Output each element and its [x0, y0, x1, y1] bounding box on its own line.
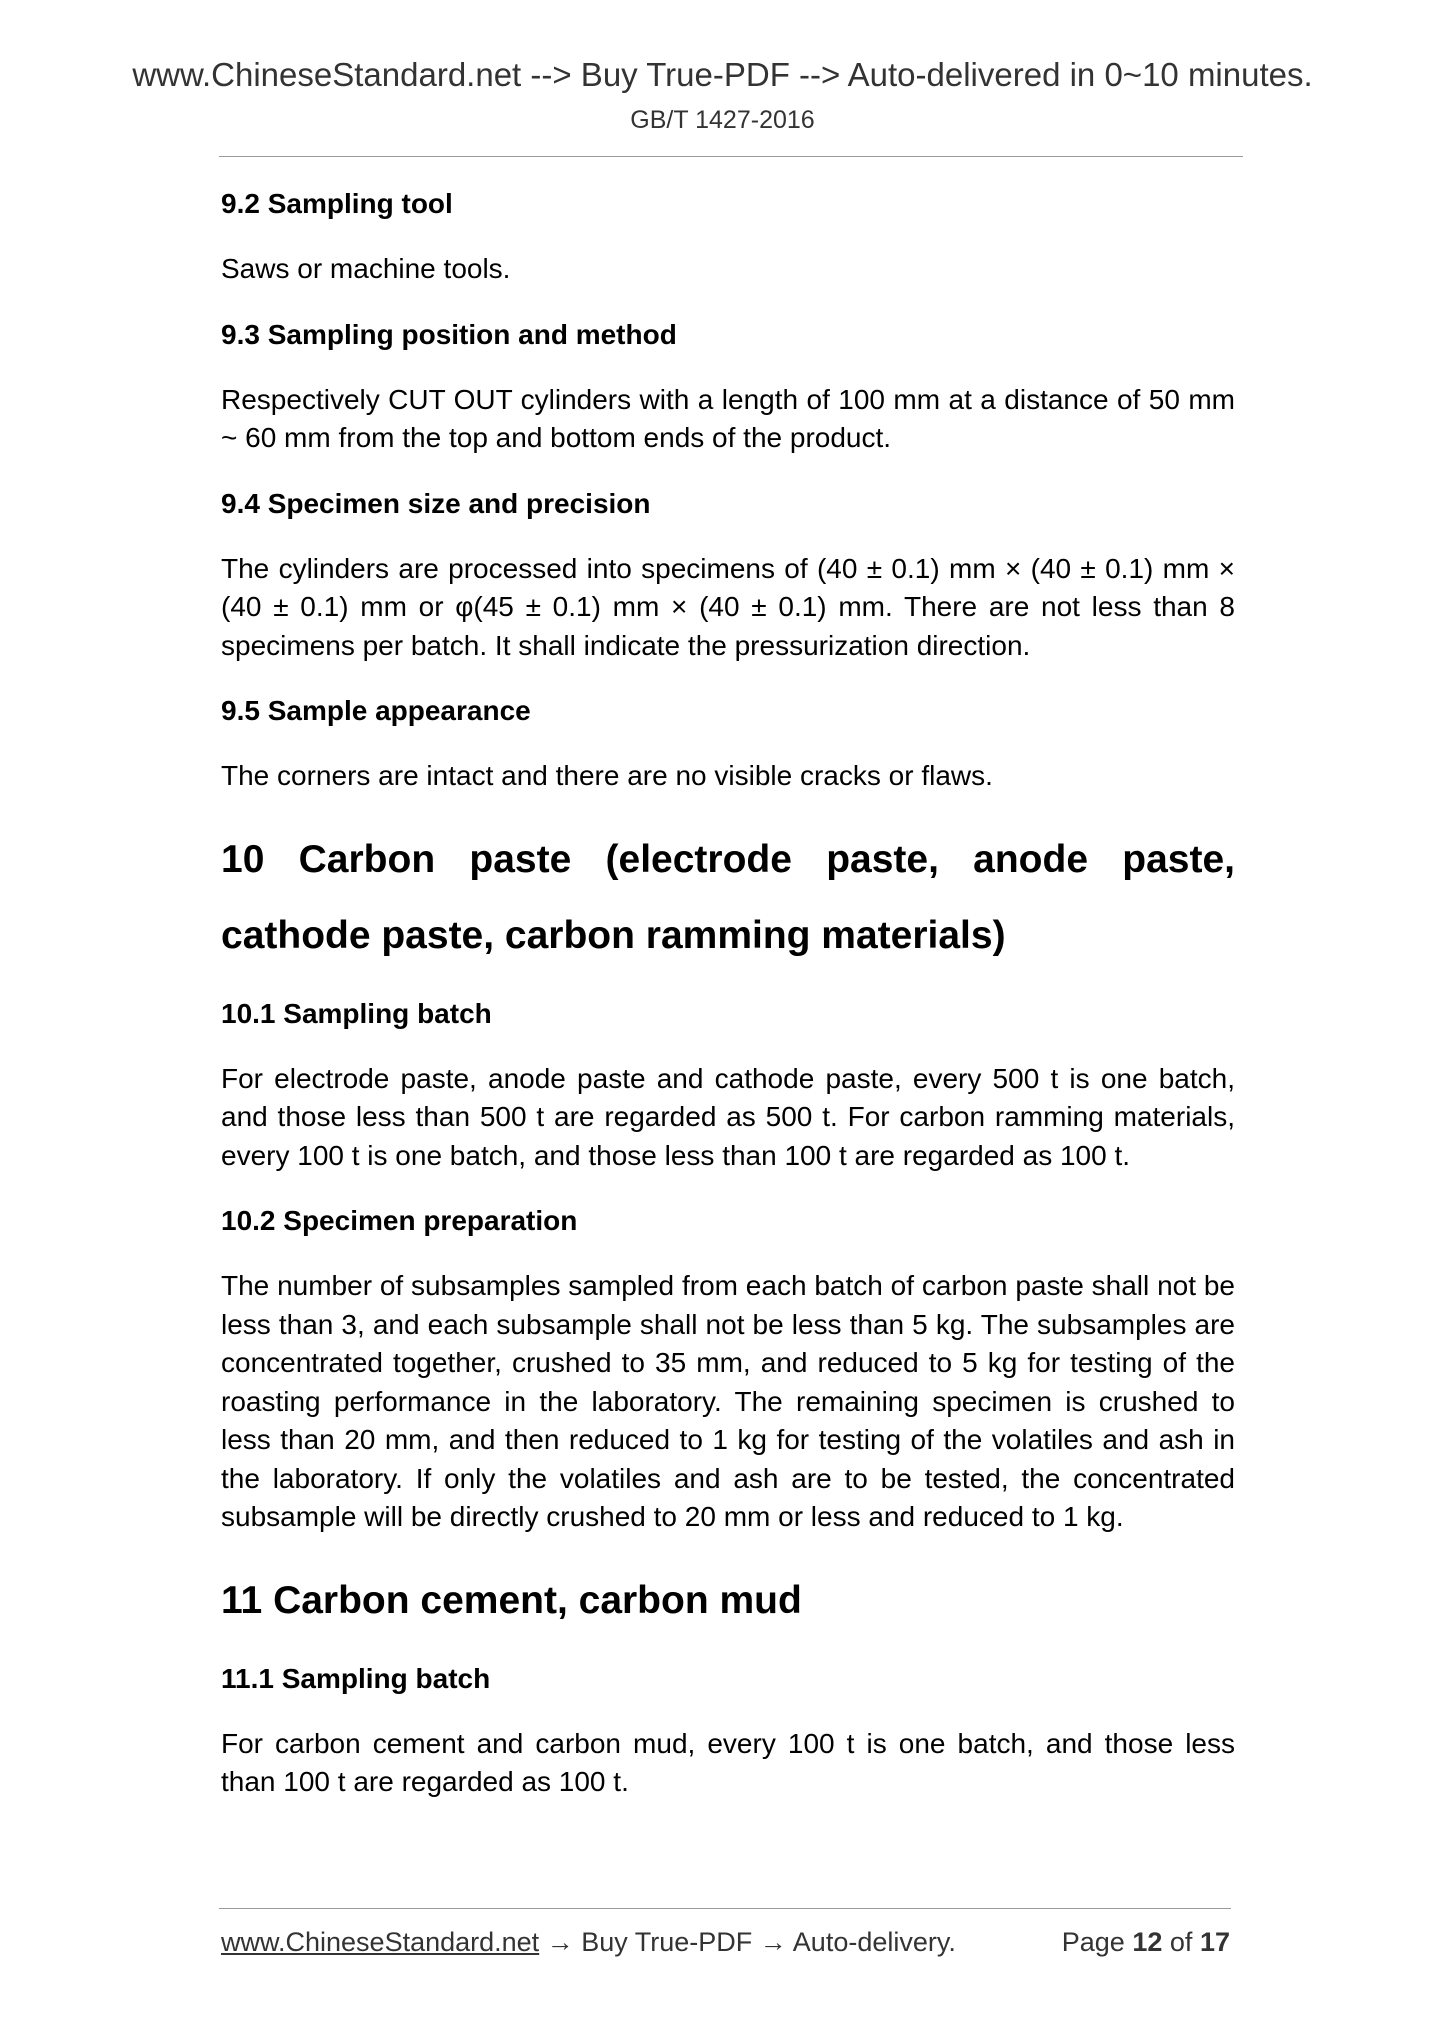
section-heading-9-5: 9.5 Sample appearance: [221, 695, 531, 726]
footer-site-link[interactable]: www.ChineseStandard.net: [221, 1927, 540, 1957]
page-indicator: [1062, 1922, 1230, 1962]
footer-delivery-text: Auto-delivery.: [792, 1927, 956, 1957]
header-banner: www.ChineseStandard.net --> Buy True-PDF --> Auto-delivered in 0~10 minutes.: [132, 56, 1313, 93]
section-heading-9-4: 9.4 Specimen size and precision: [221, 487, 651, 519]
arrow-right-icon: →: [759, 1927, 787, 1957]
footer-divider: [219, 1908, 1231, 1909]
section-body-9-5: The corners are intact and there are no visible cracks or flaws.: [221, 760, 993, 791]
chapter-10-title: 10 Carbon paste (electrode paste, anode paste, cathode paste, carbon ramming materials): [221, 837, 1235, 957]
section-heading-9-3: 9.3 Sampling position and method: [221, 318, 677, 350]
section-heading-11-1: 11.1 Sampling batch: [221, 1662, 491, 1694]
section-heading-10-2: 10.2 Specimen preparation: [221, 1205, 578, 1236]
section-body-9-4: The cylinders are processed into specimens of (40 ± 0.1) mm × (40 ± 0.1) mm × (40 ± 0.1) mm or φ(45 ± 0.1) mm × (40 ± 0.1) mm. There are not less than 8 specimens per batch. It shall indicate the pressurization direction.: [221, 552, 1235, 661]
arrow-right-icon: →: [546, 1927, 574, 1957]
section-body-9-2: Saws or machine tools.: [221, 253, 511, 284]
of-label: of: [1169, 1927, 1193, 1957]
page-content: [221, 184, 1235, 1828]
page-total: 17: [1199, 1927, 1230, 1957]
section-heading-10-1: 10.1 Sampling batch: [221, 997, 492, 1029]
page-footer: [221, 1922, 1233, 1962]
standard-number: GB/T 1427-2016: [630, 106, 815, 134]
section-body-11-1: For carbon cement and carbon mud, every 100 t is one batch, and those less than 100 t are regarded as 100 t.: [221, 1727, 1235, 1797]
page-number: 12: [1132, 1927, 1163, 1957]
section-body-10-1: For electrode paste, anode paste and cathode paste, every 500 t is one batch, and those less than 500 t are regarded as 500 t. For carbon ramming materials, every 100 t is one batch, and those less than 100 t are regarded as 100 t.: [221, 1062, 1235, 1171]
section-body-10-2: The number of subsamples sampled from each batch of carbon paste shall not be less than 3, and each subsample shall not be less than 5 kg. The subsamples are concentrated together, crushed to 35 mm, and reduced to 5 kg for testing of the roasting performance in the laboratory. The remaining specimen is crushed to less than 20 mm, and then reduced to 1 kg for testing of the volatiles and ash in the laboratory. If only the volatiles and ash are to be tested, the concentrated subsample will be directly crushed to 20 mm or less and reduced to 1 kg.: [221, 1270, 1235, 1532]
header-divider: [219, 156, 1243, 157]
chapter-11-title: 11 Carbon cement, carbon mud: [221, 1578, 802, 1622]
page-label: Page: [1061, 1927, 1125, 1957]
footer-buy-text: Buy True-PDF: [581, 1927, 753, 1957]
section-body-9-3: Respectively CUT OUT cylinders with a length of 100 mm at a distance of 50 mm ~ 60 mm from the top and bottom ends of the product.: [221, 383, 1235, 453]
section-heading-9-2: 9.2 Sampling tool: [221, 188, 453, 219]
